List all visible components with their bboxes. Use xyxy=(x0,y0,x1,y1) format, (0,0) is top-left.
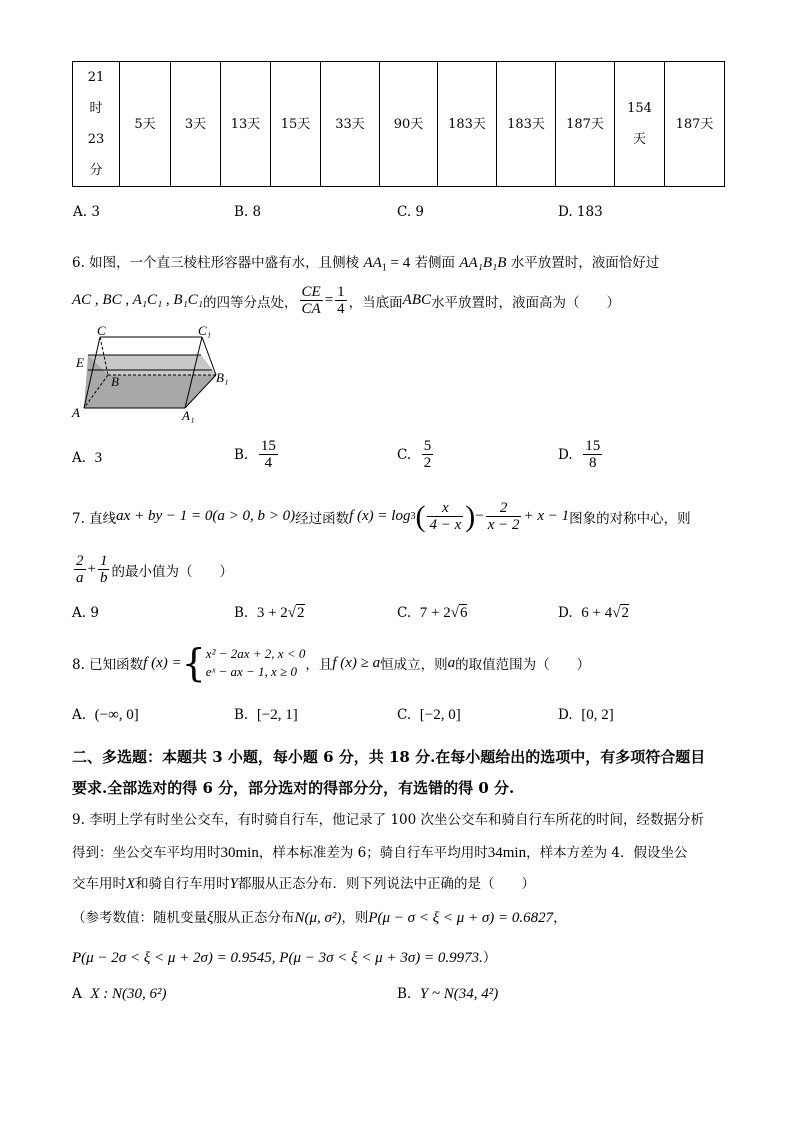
q6-option-d: D. $\frac{15}{8}$ xyxy=(558,438,601,471)
table-cell: 183天 xyxy=(497,62,556,187)
q9-stem-line1: 9. 李明上学有时坐公交车，有时骑自行车，他记录了 100 次坐公交车和骑自行车所花的时间，经数据分析 xyxy=(72,812,705,828)
q5-option-c: C. 9 xyxy=(397,204,425,220)
q6-option-a: A. 3 xyxy=(72,450,103,466)
q6-stem-line1: 6. 如图，一个直三棱柱形容器中盛有水，且侧棱 $AA_1 = 4$ 若侧面 AA₁B₁B 水平放置时，液面恰好过 xyxy=(72,255,660,274)
table-cell: 3天 xyxy=(171,62,221,187)
q7-option-b: B. 3 + 2√2 xyxy=(234,605,305,621)
section-heading-line2: 要求.全部选对的得 6 分，部分选对的得部分分，有选错的得 0 分. xyxy=(72,779,515,797)
q7-stem-line1: 7. 直线 ax + by − 1 = 0(a > 0, b > 0) 经过函数 f (x) = log 3 ( $\frac{x}{4 - x}$ ) − $\frac{2}{x - 2}$ + x − 1 图象的对称中心，则 xyxy=(72,499,691,533)
q7-stem-line2: $\frac{2}{a}$ + $\frac{1}{b}$ 的最小值为（ ） xyxy=(76,553,233,586)
q9-option-a: A X : N(30, 6²) xyxy=(72,986,167,1002)
label-B: B xyxy=(111,374,119,389)
prism-figure xyxy=(70,324,240,424)
q9-reference-line1: （参考数值：随机变量ξ服从正态分布N(μ, σ²)，则P(μ − σ < ξ < μ + σ) = 0.6827， xyxy=(72,910,567,926)
q8-option-c: C. [−2, 0] xyxy=(397,707,461,723)
table-cell: 154天 xyxy=(615,62,665,187)
label-C: C xyxy=(97,324,106,338)
table-cell: 15天 xyxy=(271,62,321,187)
q9-reference-line2: P(μ − 2σ < ξ < μ + 2σ) = 0.9545, P(μ − 3σ < ξ < μ + 3σ) = 0.9973.） xyxy=(72,950,497,966)
table-cell: 21时23分 xyxy=(73,62,120,187)
duration-table xyxy=(72,61,725,187)
label-C1: C₁ xyxy=(198,324,212,338)
q7-option-d: D. 6 + 4√2 xyxy=(558,605,629,621)
q6-stem-line2: AC , BC , A₁C₁ , B₁C₁ 的四等分点处， $\frac{CE}{CA}$ = $\frac{1}{4}$ ，当底面 ABC 水平放置时，液面高为（ ） xyxy=(72,284,620,317)
table-cell: 13天 xyxy=(221,62,271,187)
table-cell: 33天 xyxy=(321,62,380,187)
table-cell: 187天 xyxy=(556,62,615,187)
label-B1: B₁ xyxy=(216,370,229,385)
q7-option-a: A. 9 xyxy=(72,605,99,621)
section-heading-line1: 二、多选题：本题共 3 小题，每小题 6 分，共 18 分.在每小题给出的选项中，有多项符合题目 xyxy=(72,748,706,766)
q8-stem: 8. 已知函数 f (x) = { x² − 2ax + 2, x < 0 eˣ − ax − 1, x ≥ 0 ，且 f (x) ≥ a 恒成立，则 a 的取值范围为（ ） xyxy=(72,641,591,685)
label-E: E xyxy=(76,355,84,370)
table-cell: 5天 xyxy=(120,62,171,187)
q5-option-a: A. 3 xyxy=(73,204,100,220)
q5-option-b: B. 8 xyxy=(234,204,262,220)
q6-option-c: C. $\frac{5}{2}$ xyxy=(397,438,432,471)
q9-stem-line2: 得到：坐公交车平均用时30min，样本标准差为 6；骑自行车平均用时34min，样本方差为 4．假设坐公 xyxy=(72,845,688,861)
table-cell: 183天 xyxy=(438,62,497,187)
table-cell: 90天 xyxy=(380,62,438,187)
label-A: A xyxy=(72,405,80,420)
q9-option-b: B. Y ~ N(34, 4²) xyxy=(397,986,499,1002)
q8-option-a: A. (−∞, 0] xyxy=(72,707,139,723)
q6-option-b: B. $\frac{15}{4}$ xyxy=(234,438,276,471)
q8-option-d: D. [0, 2] xyxy=(558,707,614,723)
table-cell: 187天 xyxy=(665,62,725,187)
q7-option-c: C. 7 + 2√6 xyxy=(397,605,468,621)
label-A1: A₁ xyxy=(182,408,195,423)
q8-option-b: B. [−2, 1] xyxy=(234,707,298,723)
q9-stem-line3: 交车用时X和骑自行车用时Y都服从正态分布．则下列说法中正确的是（ ） xyxy=(72,876,536,892)
q5-option-d: D. 183 xyxy=(558,204,603,220)
